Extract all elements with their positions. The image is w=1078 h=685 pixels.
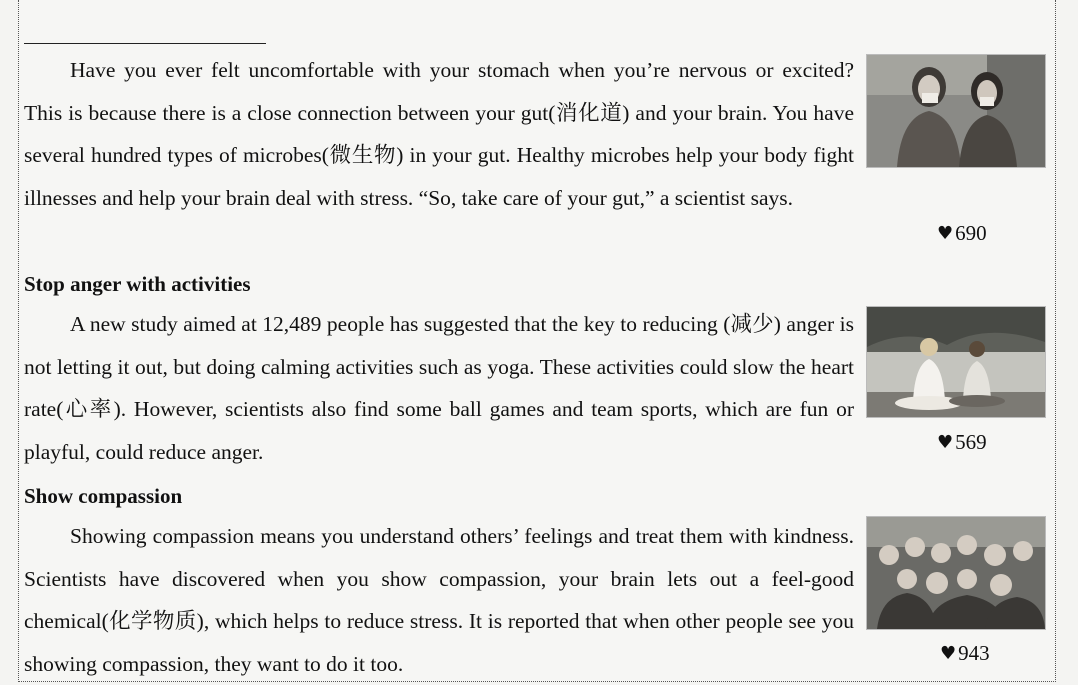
section-2 — [24, 303, 854, 473]
two-girls-eating-photo-icon — [867, 55, 1045, 167]
heart-icon: ♥ — [940, 643, 957, 664]
likes-1[interactable] — [937, 221, 987, 246]
likes-count: 690 — [955, 221, 987, 245]
heart-icon: ♥ — [937, 223, 954, 244]
section-3-body: Showing compassion means you understand others’ feelings and treat them with kindness. Scientists have discovered when you show compassion, your brain lets out a feel-good chemical(化学物质), which helps to reduce stress. It is reported that when other people see you showing compassion, they want to do it too. — [24, 524, 854, 676]
section-2-heading: Stop anger with activities — [24, 272, 251, 296]
photo-children — [866, 516, 1046, 630]
section-3-heading: Show compassion — [24, 484, 183, 508]
likes-count: 569 — [955, 430, 987, 454]
group-of-children-photo-icon — [867, 517, 1045, 629]
photo-two-girls — [866, 54, 1046, 168]
separator-line — [24, 43, 266, 44]
heart-icon: ♥ — [937, 432, 954, 453]
likes-3[interactable] — [940, 641, 990, 666]
section-1-body: Have you ever felt uncomfortable with your stomach when you’re nervous or excited? This is because there is a close connection between your gut(消化道) and your brain. You have several hundred types of microbes(微生物) in your gut. Healthy microbes help your body fight illnesses and help your brain deal with stress. “So, take care of your gut,” a scientist says. — [24, 58, 854, 210]
likes-count: 943 — [958, 641, 990, 665]
section-1 — [24, 49, 854, 219]
yoga-by-lake-photo-icon — [867, 307, 1045, 417]
section-2-body: A new study aimed at 12,489 people has suggested that the key to reducing (减少) anger is not letting it out, but doing calming activities such as yoga. These activities could slow the heart rate(心率). However, scientists also find some ball games and team sports, which are fun or playful, could reduce anger. — [24, 312, 854, 464]
photo-yoga — [866, 306, 1046, 418]
section-3 — [24, 515, 854, 685]
likes-2[interactable] — [937, 430, 987, 455]
